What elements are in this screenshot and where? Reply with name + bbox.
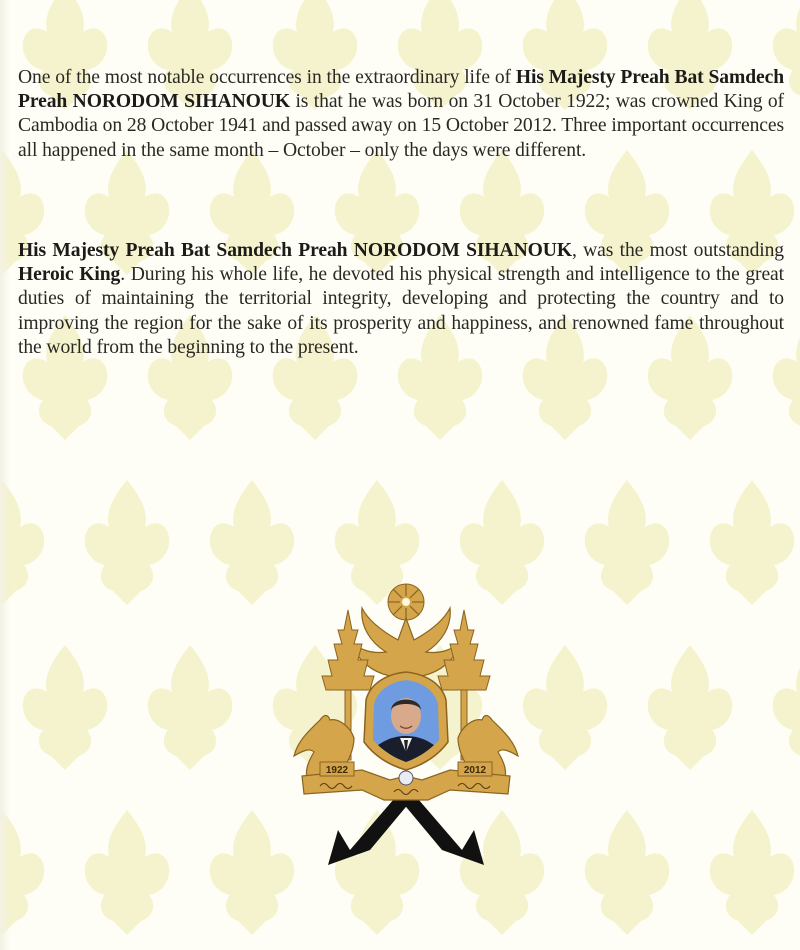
royal-seal-icon [399, 771, 413, 785]
flame-motif-icon [148, 645, 233, 770]
paragraph-1-rest: is that he was born on 31 October 1922; was crowned King of Cambodia on 28 October 1941 and passed away on 15 October 2012. Three important occurrences all happened in the same month – October – only the days were different. [18, 91, 784, 161]
flame-motif-icon [85, 480, 170, 605]
flame-motif-icon [710, 810, 795, 935]
year-death-label: 2012 [463, 765, 487, 776]
flame-crown-ornament [352, 608, 460, 676]
king-name-bold: His Majesty Preah Bat Samdech Preah NORODOM SIHANOUK [18, 240, 572, 261]
paragraph-birth-coronation-death [18, 66, 784, 163]
flame-motif-icon [710, 480, 795, 605]
flame-motif-icon [85, 810, 170, 935]
paragraph-1-intro: One of the most notable occurrences in the extraordinary life of [18, 67, 516, 88]
paragraph-2-mid: , was the most outstanding [572, 240, 785, 261]
flame-motif-icon [585, 480, 670, 605]
king-name-bold: His Majesty Preah Bat Samdech Preah NORODOM SIHANOUK [18, 67, 784, 113]
paragraph-2-rest: . During his whole life, he devoted his physical strength and intelligence to the great duties of maintaining the territorial integrity, developing and protecting the country and to improving the region for the sake of its prosperity and happiness, and renowned fame throughout the world from the beginning to the present. [18, 264, 784, 358]
flame-motif-icon [773, 645, 800, 770]
page-edge-shadow [0, 0, 10, 950]
flame-motif-icon [585, 810, 670, 935]
paragraph-heroic-king [18, 239, 784, 360]
flame-motif-icon [210, 810, 295, 935]
royal-memorial-emblem-icon [290, 580, 522, 872]
flame-motif-icon [23, 645, 108, 770]
sun-wheel-icon [388, 584, 424, 620]
flame-motif-icon [523, 645, 608, 770]
flame-motif-icon [648, 645, 733, 770]
heroic-king-bold: Heroic King [18, 264, 121, 286]
flame-motif-icon [210, 480, 295, 605]
year-birth-label: 1922 [325, 765, 349, 776]
